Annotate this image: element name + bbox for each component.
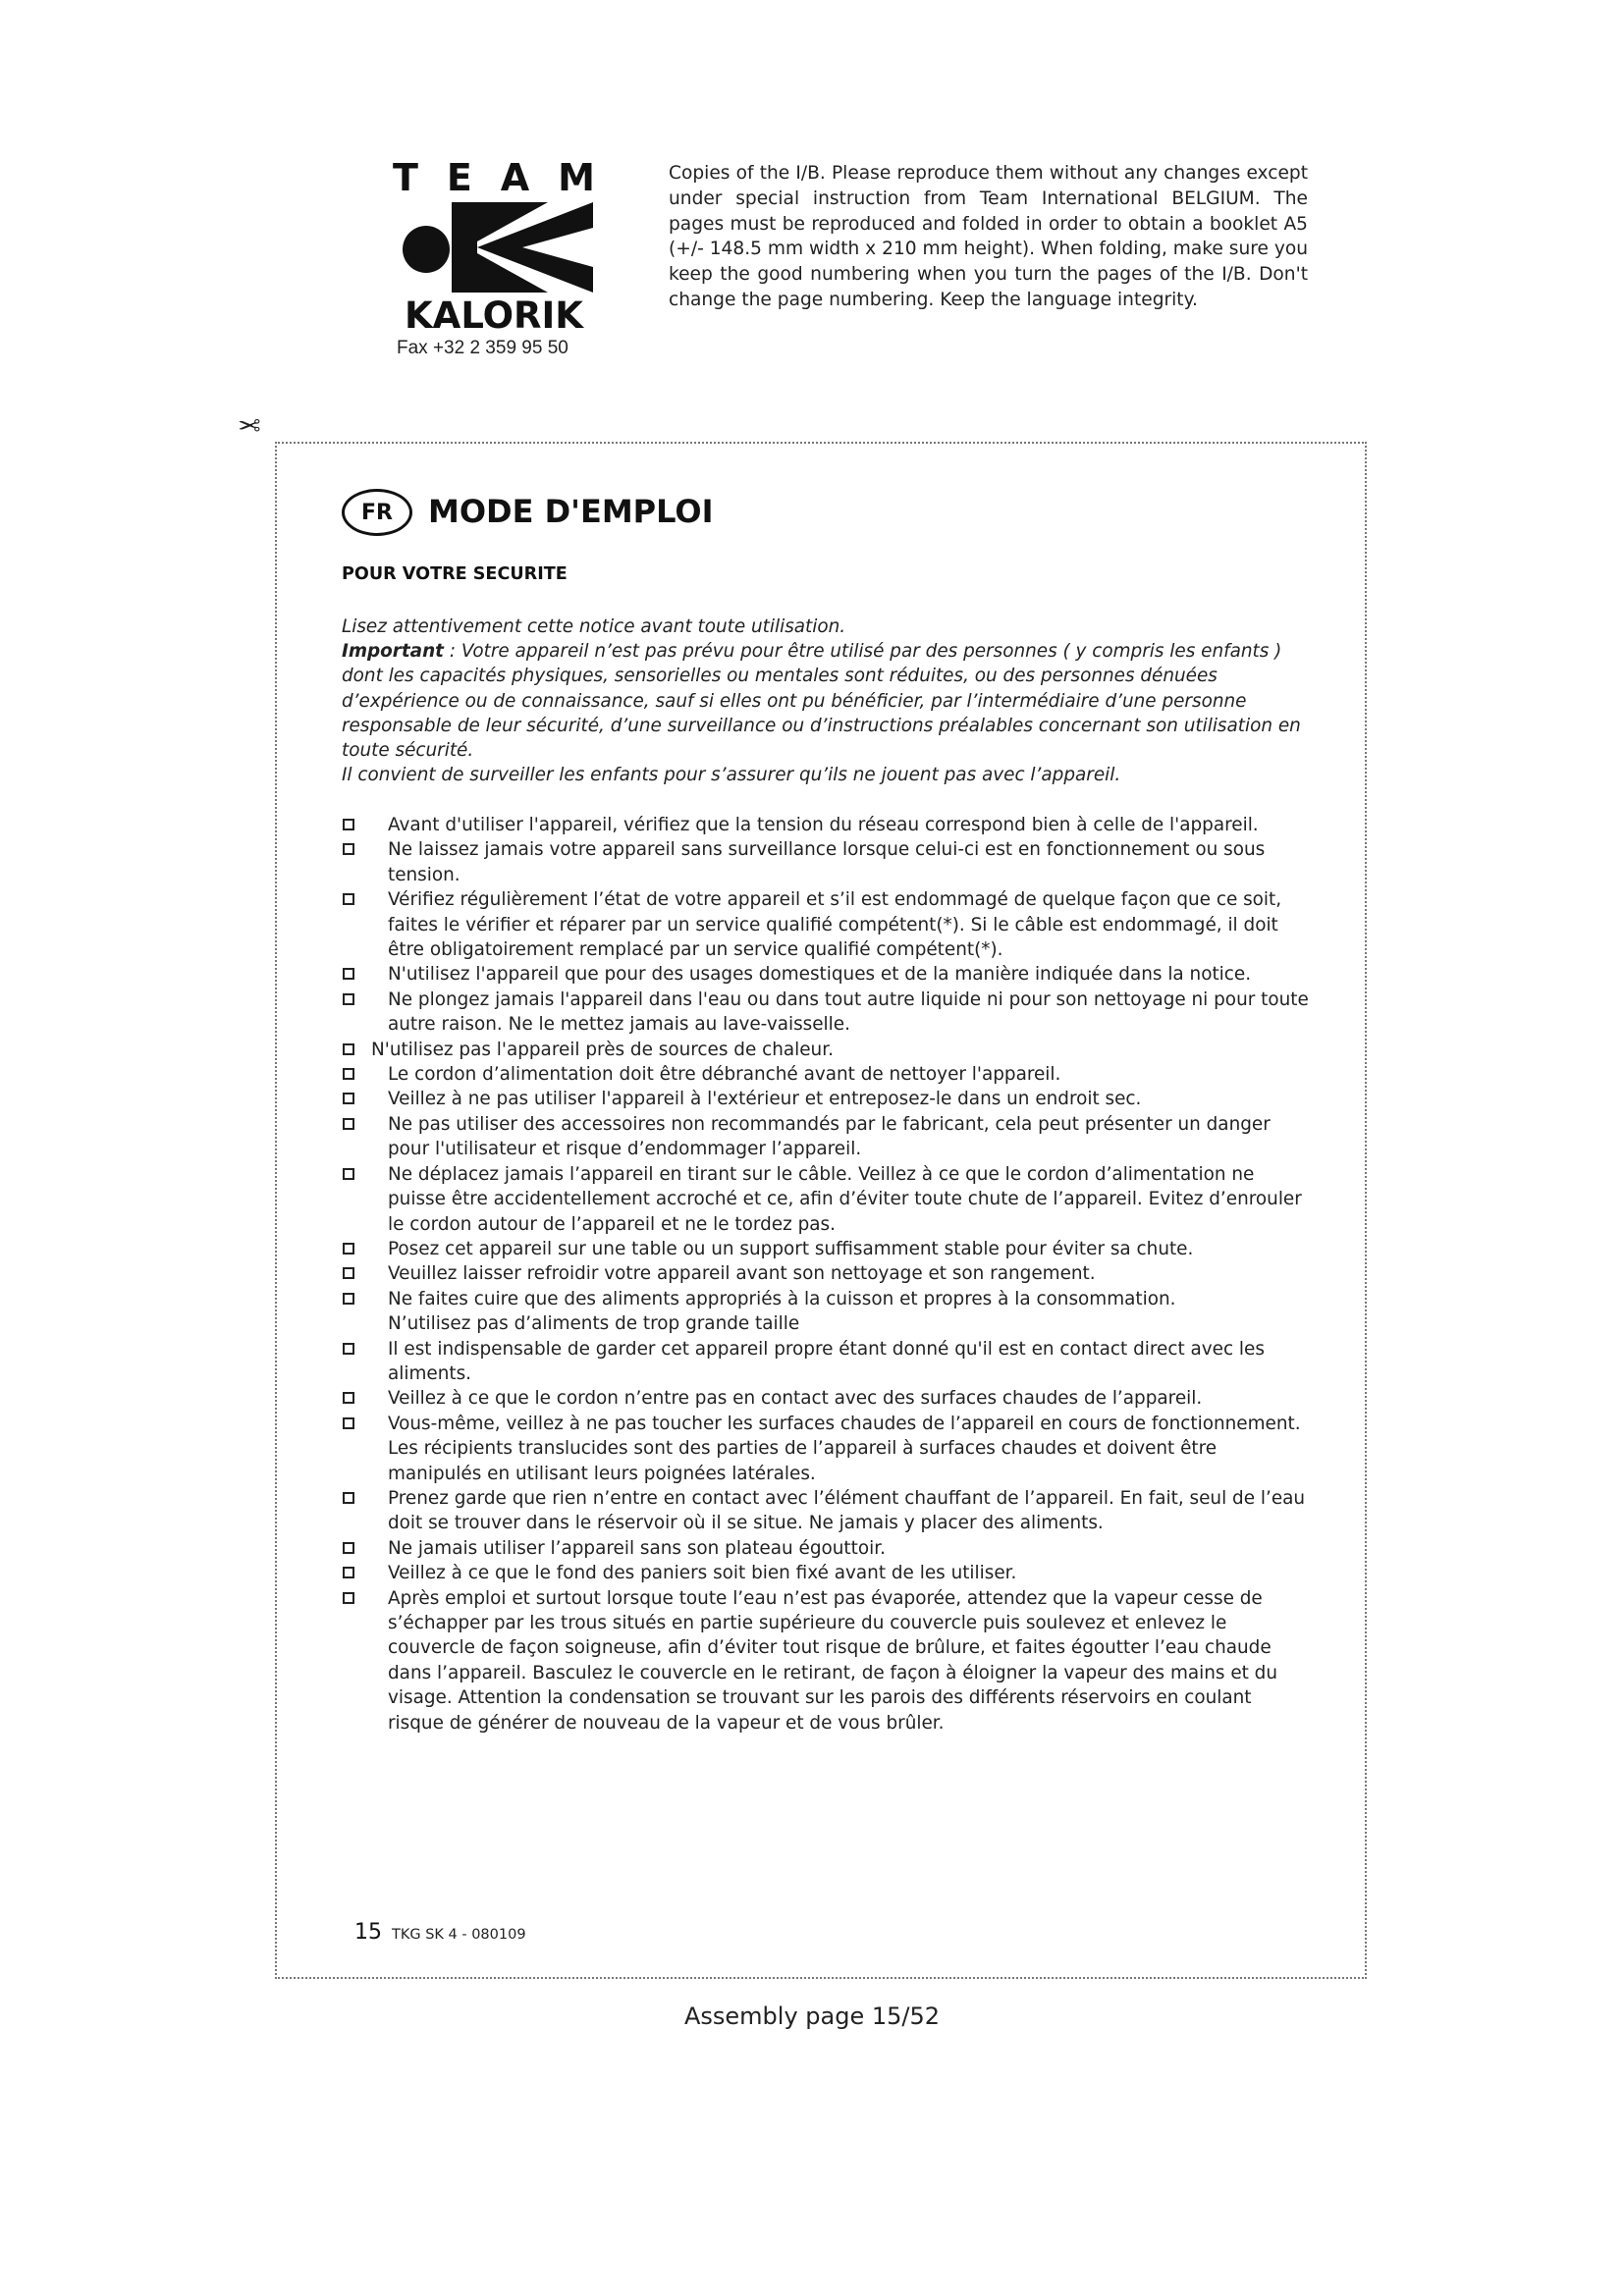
list-item: [339, 1337, 1311, 1387]
logo-team-letter: E: [446, 156, 472, 199]
list-item-text: Posez cet appareil sur une table ou un support suffisamment stable pour éviter sa chute.: [388, 1238, 1194, 1259]
checkbox-bullet-icon: [343, 1542, 354, 1554]
list-item-text: Ne laissez jamais votre appareil sans surveillance lorsque celui-ci est en fonctionnement ou sous tension.: [388, 839, 1266, 885]
checkbox-bullet-icon: [343, 1492, 354, 1504]
list-item-text: Veuillez laisser refroidir votre appareil avant son nettoyage et son rangement.: [388, 1263, 1096, 1285]
checkbox-bullet-icon: [343, 819, 354, 830]
checkbox-bullet-icon: [343, 1392, 354, 1404]
list-item-text: Ne plongez jamais l'appareil dans l'eau ou dans tout autre liquide ni pour son nettoyage ni pour toute autre raison. Ne le mettez jamais au lave-vaisselle.: [388, 988, 1309, 1036]
checkbox-bullet-icon: [343, 968, 354, 980]
list-item-text: Il est indispensable de garder cet appareil propre étant donné qu'il est en contact direct avec les aliments.: [388, 1338, 1265, 1384]
page-number: 15: [354, 1920, 382, 1945]
logo-team-letter: A: [500, 156, 530, 199]
checkbox-bullet-icon: [343, 843, 354, 855]
logo-kalorik-wordmark: KALORIK: [405, 294, 583, 337]
list-item-text: Avant d'utiliser l'appareil, vérifiez que la tension du réseau correspond bien à celle de l'appareil.: [388, 815, 1259, 835]
list-item: [339, 1162, 1311, 1237]
checkbox-bullet-icon: [343, 1118, 354, 1130]
list-item: [339, 1412, 1311, 1486]
list-item-text: Ne faites cuire que des aliments appropriés à la cuisson et propres à la consommation.: [388, 1288, 1176, 1309]
page-title: MODE D'EMPLOI: [428, 493, 714, 530]
logo-team-wordmark: [393, 156, 595, 199]
checkbox-bullet-icon: [343, 1168, 354, 1180]
document-code: TKG SK 4 - 080109: [392, 1927, 526, 1943]
list-item: [339, 1386, 1311, 1411]
logo-team-letter: M: [558, 156, 595, 199]
checkbox-bullet-icon: [343, 893, 354, 905]
list-item-text: N'utilisez l'appareil que pour des usages domestiques et de la manière indiquée dans la notice.: [388, 964, 1252, 986]
checkbox-bullet-icon: [343, 993, 354, 1005]
scissors-icon: ✂: [238, 408, 261, 441]
list-item: [339, 1062, 1311, 1087]
list-item-text: Ne jamais utiliser l’appareil sans son plateau égouttoir.: [388, 1537, 886, 1559]
fax-number: Fax +32 2 359 95 50: [397, 338, 568, 358]
checkbox-bullet-icon: [343, 1267, 354, 1279]
kalorik-k-icon: [401, 202, 593, 293]
list-item: [339, 1087, 1311, 1111]
list-item-text: N'utilisez pas l'appareil près de sources de chaleur.: [371, 1039, 834, 1060]
list-item: [339, 1112, 1311, 1162]
list-item: [339, 1237, 1311, 1261]
important-text: : Votre appareil n’est pas prévu pour être utilisé par des personnes ( y compris les enfants ) dont les capacités physiques, sensorielles ou mentales sont réduites, ou des personnes dénuées d’expérience ou de connaissance, sauf si elles ont pu bénéficier, par l’intermédiaire d’une personne responsable de leur sécurité, d’une surveillance ou d’instructions préalables concernant son utilisation en toute sécurité.: [342, 641, 1301, 762]
checkbox-bullet-icon: [343, 1043, 354, 1055]
safety-intro: [342, 614, 1308, 787]
list-item: [339, 962, 1311, 987]
language-badge: FR: [342, 489, 412, 536]
list-item: [339, 813, 1311, 837]
list-item: [339, 1287, 1311, 1337]
list-item: [339, 1561, 1311, 1585]
important-label: Important: [342, 641, 444, 663]
list-item: [339, 1486, 1311, 1536]
list-item: [339, 837, 1311, 887]
important-paragraph: [342, 639, 1308, 763]
list-item-text: Après emploi et surtout lorsque toute l’eau n’est pas évaporée, attendez que la vapeur cesse de s’échapper par les trous situés en partie supérieure du couvercle puis soulevez et enlevez le couvercle de façon soigneuse, afin d’éviter tout risque de brûlure, et faites égoutter l’eau chaude dans l’appareil. Basculez le couvercle en le retirant, de façon à éloigner la vapeur des mains et du visage. Attention la condensation se trouvant sur les parois des différents réservoirs en coulant risque de générer de nouveau de la vapeur et de vous brûler.: [388, 1587, 1278, 1734]
list-item-text: Le cordon d’alimentation doit être débranché avant de nettoyer l'appareil.: [388, 1064, 1061, 1086]
list-item-text: Vérifiez régulièrement l’état de votre appareil et s’il est endommagé de quelque façon que ce soit, faites le vérifier et réparer par un service qualifié compétent(*). Si le câble est endommagé, il doit être obligatoirement remplacé par un service qualifié compétent(*).: [388, 889, 1282, 961]
list-item-text: Veillez à ce que le fond des paniers soit bien fixé avant de les utiliser.: [388, 1563, 1017, 1584]
list-item-text: Vous-même, veillez à ne pas toucher les surfaces chaudes de l’appareil en cours de fonctionnement. Les récipients translucides sont des parties de l’appareil à surfaces chaudes et doivent être manipulés en utilisant leurs poignées latérales.: [388, 1413, 1301, 1484]
assembly-page-label: Assembly page 15/52: [683, 2002, 941, 2030]
list-item: [339, 887, 1311, 962]
intro-line: Il convient de surveiller les enfants pour s’assurer qu’ils ne jouent pas avec l’appareil.: [342, 765, 1121, 786]
team-kalorik-logo: [393, 156, 599, 358]
section-subtitle: POUR VOTRE SECURITE: [342, 564, 568, 584]
intro-line: Lisez attentivement cette notice avant toute utilisation.: [342, 616, 846, 637]
list-item: [339, 1536, 1311, 1561]
list-item-extra-line: N’utilisez pas d’aliments de trop grande taille: [388, 1313, 800, 1335]
checkbox-bullet-icon: [343, 1068, 354, 1080]
checkbox-bullet-icon: [343, 1592, 354, 1604]
checkbox-bullet-icon: [343, 1293, 354, 1305]
list-item-text: Prenez garde que rien n’entre en contact avec l’élément chauffant de l’appareil. En fait, seul de l’eau doit se trouver dans le réservoir où il se situe. Ne jamais y placer des aliments.: [388, 1487, 1306, 1534]
list-item: [339, 988, 1311, 1038]
list-item: [339, 1261, 1311, 1286]
checkbox-bullet-icon: [343, 1343, 354, 1355]
checkbox-bullet-icon: [343, 1567, 354, 1578]
checkbox-bullet-icon: [343, 1243, 354, 1255]
list-item-text: Veillez à ne pas utiliser l'appareil à l'extérieur et entreposez-le dans un endroit sec.: [388, 1089, 1142, 1110]
list-item: [339, 1038, 1311, 1062]
checkbox-bullet-icon: [343, 1417, 354, 1429]
list-item-text: Ne déplacez jamais l’appareil en tirant sur le câble. Veillez à ce que le cordon d’alimentation ne puisse être accidentellement accroché et ce, afin d’éviter toute chute de l’appareil. Evitez d’enrouler le cordon autour de l’appareil et ne le tordez pas.: [388, 1163, 1302, 1235]
safety-checklist: [339, 813, 1311, 1735]
checkbox-bullet-icon: [343, 1093, 354, 1104]
list-item: [339, 1586, 1311, 1735]
reproduction-instructions: Copies of the I/B. Please reproduce them without any changes except under special instruction from Team International BELGIUM. The pages must be reproduced and folded in order to obtain a booklet A5 (+/- 148.5 mm width x 210 mm height). When folding, make sure you keep the good numbering when you turn the pages of the I/B. Don't change the page numbering. Keep the language integrity.: [669, 163, 1308, 310]
list-item-text: Ne pas utiliser des accessoires non recommandés par le fabricant, cela peut présenter un danger pour l'utilisateur et risque d’endommager l’appareil.: [388, 1113, 1271, 1160]
logo-team-letter: T: [393, 156, 418, 199]
list-item-text: Veillez à ce que le cordon n’entre pas en contact avec des surfaces chaudes de l’appareil.: [388, 1388, 1203, 1410]
